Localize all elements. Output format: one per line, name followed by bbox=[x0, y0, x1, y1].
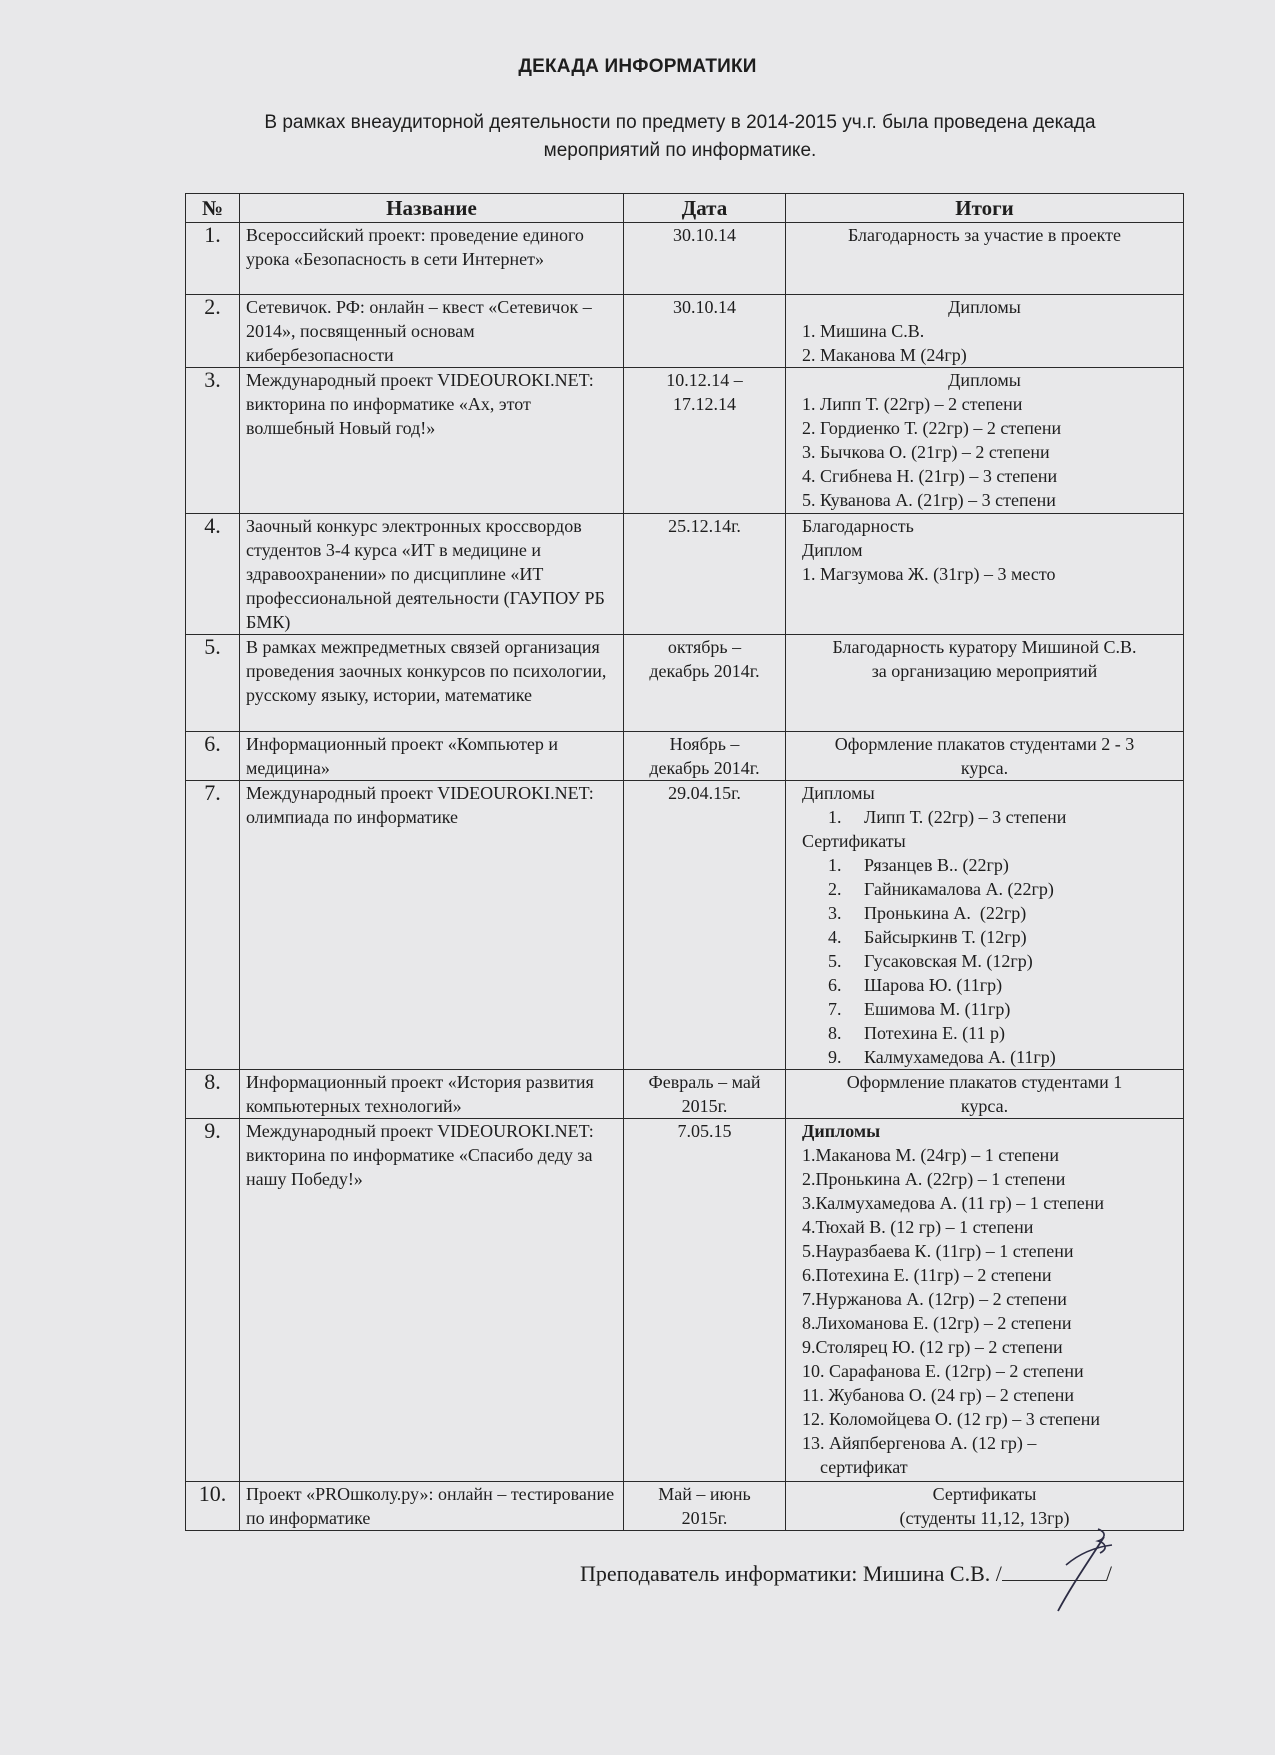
table-row bbox=[186, 635, 1184, 732]
table-row bbox=[186, 781, 1184, 1070]
table-row bbox=[186, 1482, 1184, 1531]
row-number: 7. bbox=[186, 781, 240, 1070]
event-date-end: декабрь 2014г. bbox=[649, 758, 760, 778]
results-item: 6.Потехина Е. (11гр) – 2 степени bbox=[802, 1265, 1052, 1285]
table-header-row bbox=[186, 194, 1184, 223]
cert-item: 9. Калмухамедова А. (11гр) bbox=[828, 1047, 1056, 1067]
event-name: Международный проект VIDEOUROKI.NET: олимпиада по информатике bbox=[240, 781, 624, 1070]
results-item: 1. Липп Т. (22гр) – 3 степени bbox=[828, 807, 1067, 827]
results-title: Благодарность за участие в проекте bbox=[847, 225, 1122, 245]
results-item: сертификат bbox=[820, 1457, 908, 1477]
results-item: 3. Бычкова О. (21гр) – 2 степени bbox=[802, 442, 1050, 462]
event-date: 30.10.14 bbox=[624, 223, 786, 295]
results-line: Сертификаты bbox=[932, 1484, 1037, 1504]
row-number: 3. bbox=[186, 368, 240, 514]
results-item: 1.Маканова М. (24гр) – 1 степени bbox=[802, 1145, 1059, 1165]
event-name: Проект «PROшколу.ру»: онлайн – тестирование по информатике bbox=[240, 1482, 624, 1531]
cert-item: 6. Шарова Ю. (11гр) bbox=[828, 975, 1003, 995]
table-row bbox=[186, 368, 1184, 514]
event-name: Международный проект VIDEOUROKI.NET: викторина по информатике «Спасибо деду за нашу Победу!» bbox=[240, 1119, 624, 1482]
event-date-end: 2015г. bbox=[681, 1096, 728, 1116]
results-item: 2.Пронькина А. (22гр) – 1 степени bbox=[802, 1169, 1066, 1189]
event-name: Сетевичок. РФ: онлайн – квест «Сетевичок – 2014», посвященный основам кибербезопасности bbox=[240, 295, 624, 368]
event-name: Международный проект VIDEOUROKI.NET: викторина по информатике «Ах, этот волшебный Новый год!» bbox=[240, 368, 624, 514]
table-row bbox=[186, 732, 1184, 781]
table-row bbox=[186, 223, 1184, 295]
results-line: Оформление плакатов студентами 2 - 3 bbox=[834, 734, 1135, 754]
results-title: Дипломы bbox=[802, 783, 875, 803]
results-line: за организацию мероприятий bbox=[871, 661, 1098, 681]
event-results bbox=[786, 1482, 1184, 1531]
row-number: 4. bbox=[186, 514, 240, 635]
results-item: 1. Липп Т. (22гр) – 2 степени bbox=[802, 394, 1023, 414]
results-item: 2. Гордиенко Т. (22гр) – 2 степени bbox=[802, 418, 1062, 438]
event-name: Информационный проект «Компьютер и медицина» bbox=[240, 732, 624, 781]
event-results bbox=[786, 223, 1184, 295]
row-number: 10. bbox=[186, 1482, 240, 1531]
event-results bbox=[786, 635, 1184, 732]
event-results bbox=[786, 368, 1184, 514]
event-results bbox=[786, 732, 1184, 781]
table-row bbox=[186, 514, 1184, 635]
intro-paragraph bbox=[210, 109, 1150, 165]
results-item: 8.Лихоманова Е. (12гр) – 2 степени bbox=[802, 1313, 1072, 1333]
event-date bbox=[624, 1070, 786, 1119]
results-title: Дипломы bbox=[802, 1121, 881, 1141]
event-date bbox=[624, 635, 786, 732]
event-date: 7.05.15 bbox=[624, 1119, 786, 1482]
cert-item: 1. Рязанцев В.. (22гр) bbox=[828, 855, 1009, 875]
row-number: 9. bbox=[186, 1119, 240, 1482]
results-line: (студенты 11,12, 13гр) bbox=[899, 1508, 1070, 1528]
header-name: Название bbox=[240, 194, 624, 223]
results-line: курса. bbox=[960, 758, 1009, 778]
header-date: Дата bbox=[624, 194, 786, 223]
results-item: 11. Жубанова О. (24 гр) – 2 степени bbox=[802, 1385, 1074, 1405]
results-item: 4.Тюхай В. (12 гр) – 1 степени bbox=[802, 1217, 1034, 1237]
signature-label: Преподаватель информатики: Мишина С.В. / bbox=[580, 1561, 1002, 1586]
signature-end: / bbox=[1105, 1561, 1113, 1586]
results-item: 4. Сгибнева Н. (21гр) – 3 степени bbox=[802, 466, 1058, 486]
results-line: курса. bbox=[960, 1096, 1009, 1116]
event-date-start: Ноябрь – bbox=[669, 734, 740, 754]
header-results: Итоги bbox=[786, 194, 1184, 223]
event-name: Информационный проект «История развития компьютерных технологий» bbox=[240, 1070, 624, 1119]
results-item: 13. Айяпбергенова А. (12 гр) – bbox=[802, 1433, 1037, 1453]
table-row bbox=[186, 295, 1184, 368]
event-date: 30.10.14 bbox=[624, 295, 786, 368]
event-date: 25.12.14г. bbox=[624, 514, 786, 635]
intro-line-2: мероприятий по информатике. bbox=[543, 140, 817, 161]
event-date-end: 2015г. bbox=[681, 1508, 728, 1528]
table-row bbox=[186, 1070, 1184, 1119]
header-num: № bbox=[186, 194, 240, 223]
cert-item: 3. Пронькина А. (22гр) bbox=[828, 903, 1027, 923]
event-date-start: Февраль – май bbox=[648, 1072, 761, 1092]
row-number: 5. bbox=[186, 635, 240, 732]
results-item: 2. Маканова М (24гр) bbox=[802, 345, 967, 365]
table-row bbox=[186, 1119, 1184, 1482]
event-results bbox=[786, 1119, 1184, 1482]
results-item: Благодарность bbox=[802, 516, 914, 536]
results-item: Диплом bbox=[802, 540, 863, 560]
event-date bbox=[624, 1482, 786, 1531]
row-number: 1. bbox=[186, 223, 240, 295]
event-results bbox=[786, 295, 1184, 368]
results-item: 3.Калмухамедова А. (11 гр) – 1 степени bbox=[802, 1193, 1105, 1213]
event-date-start: Май – июнь bbox=[658, 1484, 751, 1504]
handwritten-signature bbox=[1052, 1525, 1122, 1615]
event-date-start: 10.12.14 – bbox=[666, 370, 743, 390]
results-line: Благодарность куратору Мишиной С.В. bbox=[832, 637, 1137, 657]
event-date-end: декабрь 2014г. bbox=[649, 661, 760, 681]
event-date bbox=[624, 732, 786, 781]
cert-item: 7. Ешимова М. (11гр) bbox=[828, 999, 1011, 1019]
event-results bbox=[786, 781, 1184, 1070]
results-item: 9.Столярец Ю. (12 гр) – 2 степени bbox=[802, 1337, 1063, 1357]
results-title: Дипломы bbox=[948, 370, 1021, 390]
event-date-start: октябрь – bbox=[667, 637, 742, 657]
certs-title: Сертификаты bbox=[802, 831, 906, 851]
event-date bbox=[624, 368, 786, 514]
event-name: В рамках межпредметных связей организация проведения заочных конкурсов по психологии, русскому языку, истории, математике bbox=[240, 635, 624, 732]
page-title: ДЕКАДА ИНФОРМАТИКИ bbox=[518, 56, 757, 77]
results-line: Оформление плакатов студентами 1 bbox=[846, 1072, 1123, 1092]
event-date-end: 17.12.14 bbox=[673, 394, 736, 414]
results-item: 5. Куванова А. (21гр) – 3 степени bbox=[802, 490, 1056, 510]
results-item: 7.Нуржанова А. (12гр) – 2 степени bbox=[802, 1289, 1067, 1309]
event-name: Заочный конкурс электронных кроссвордов студентов 3-4 курса «ИТ в медицине и здравоохранении» по дисциплине «ИТ профессиональной деятельности (ГАУПОУ РБ БМК) bbox=[240, 514, 624, 635]
cert-item: 2. Гайникамалова А. (22гр) bbox=[828, 879, 1054, 899]
row-number: 2. bbox=[186, 295, 240, 368]
results-title: Дипломы bbox=[948, 297, 1021, 317]
intro-line-1: В рамках внеаудиторной деятельности по предмету в 2014-2015 уч.г. была проведена декада bbox=[264, 112, 1096, 133]
row-number: 6. bbox=[186, 732, 240, 781]
results-item: 1. Магзумова Ж. (31гр) – 3 место bbox=[802, 564, 1056, 584]
results-item: 1. Мишина С.В. bbox=[802, 321, 925, 341]
event-results bbox=[786, 1070, 1184, 1119]
cert-item: 4. Байсыркинв Т. (12гр) bbox=[828, 927, 1027, 947]
results-item: 12. Коломойцева О. (12 гр) – 3 степени bbox=[802, 1409, 1101, 1429]
results-item: 10. Сарафанова Е. (12гр) – 2 степени bbox=[802, 1361, 1084, 1381]
results-item: 5.Науразбаева К. (11гр) – 1 степени bbox=[802, 1241, 1074, 1261]
signature-line bbox=[580, 1560, 1112, 1587]
cert-item: 5. Гусаковская М. (12гр) bbox=[828, 951, 1033, 971]
event-date: 29.04.15г. bbox=[624, 781, 786, 1070]
event-results bbox=[786, 514, 1184, 635]
row-number: 8. bbox=[186, 1070, 240, 1119]
event-name: Всероссийский проект: проведение единого урока «Безопасность в сети Интернет» bbox=[240, 223, 624, 295]
cert-item: 8. Потехина Е. (11 р) bbox=[828, 1023, 1005, 1043]
events-table bbox=[185, 193, 1184, 1531]
